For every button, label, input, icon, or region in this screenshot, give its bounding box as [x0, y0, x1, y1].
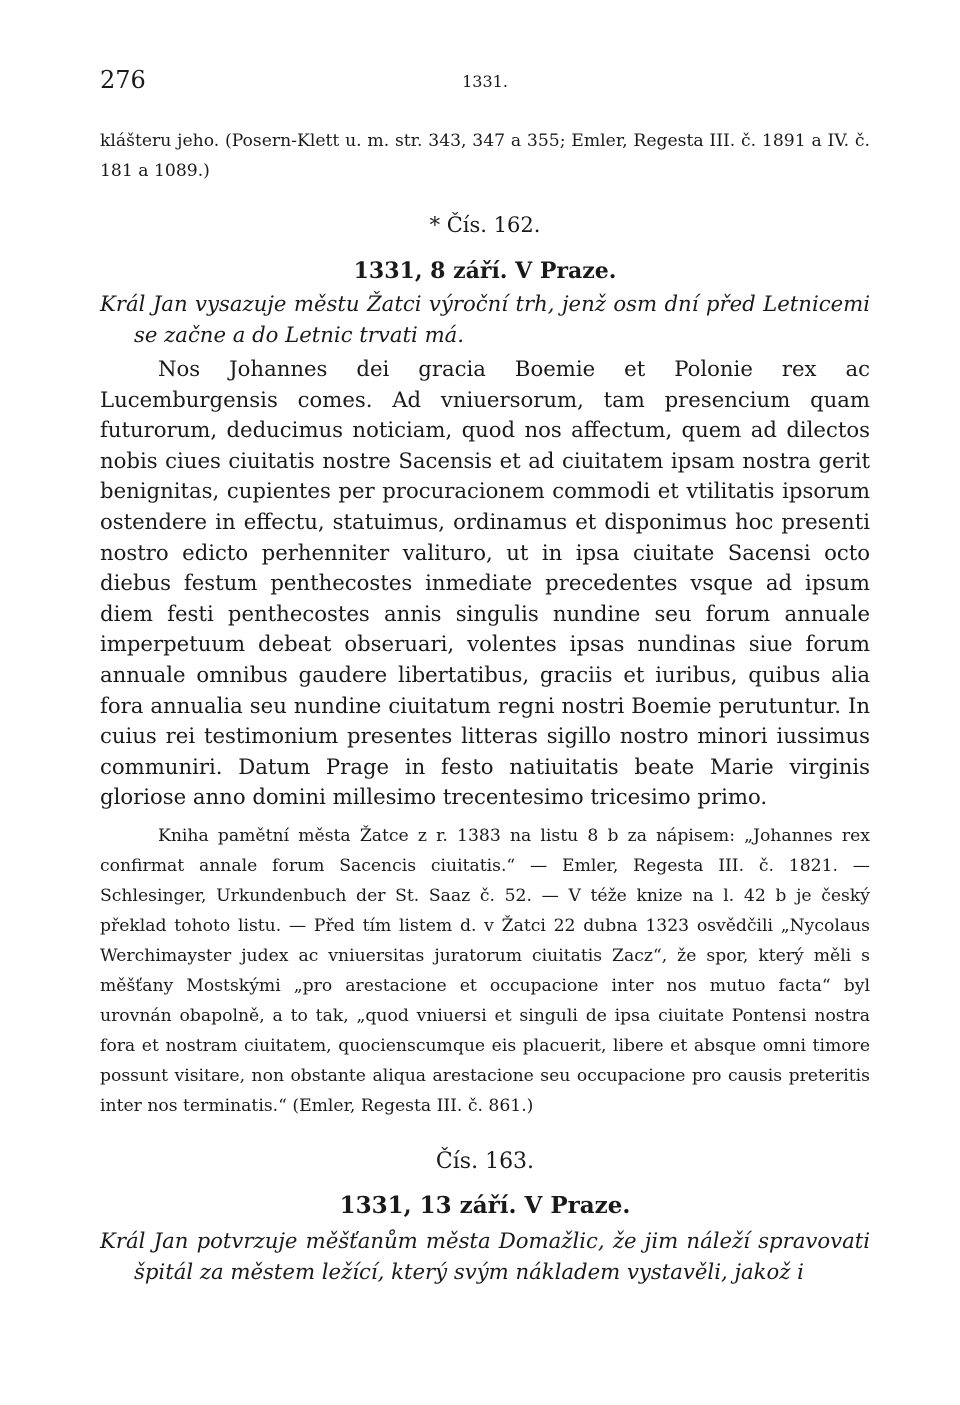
page-number: 276	[100, 66, 146, 94]
document-regest: Král Jan vysazuje městu Žatci výroční trh, jenž osm dní před Letnicemi se začne a do Letnic trvati má.	[100, 291, 870, 347]
document-162	[100, 210, 870, 1121]
document-text: Nos Johannes dei gracia Boemie et Polonie rex ac Lucemburgensis comes. Ad vniuersorum, tam presencium quam futurorum, deducimus noticiam, quod nos affectum, quem ad dilectos nobis ciues ciuitatis nostre Sacensis et ad ciuitatem ipsam nostra gerit benignitas, cupientes per procuracionem commodi et vtilitatis ipsorum ostendere in effectu, statuimus, ordinamus et disponimus hoc presenti nostro edicto perhenniter valituro, ut in ipsa ciuitate Sacensi octo diebus festum penthecostes inmediate precedentes vsque ad ipsum diem festi penthecostes annis singulis nundine seu forum annuale imperpetuum debeat obseruari, volentes ipsas nundinas siue forum annuale omnibus gaudere libertatibus, graciis et iuribus, quibus alia fora annualia seu nundine ciuitatum regni nostri Boemie perutuntur. In cuius rei testimonium presentes litteras sigillo nostro minori iussimus communiri. Datum Prage in festo natiuitatis beate Marie virginis gloriose anno domini millesimo trecentesimo tricesimo primo.	[100, 356, 870, 810]
document-note: Kniha pamětní města Žatce z r. 1383 na listu 8 b za nápisem: „Johannes rex confirmat annale forum Sacencis ciuitatis.“ — Emler, Regesta III. č. 1821. — Schlesinger, Urkundenbuch der St. Saaz č. 52. — V téže knize na l. 42 b je český překlad tohoto listu. — Před tím listem d. v Žatci 22 dubna 1323 osvědčili „Nycolaus Werchimayster judex ac vniuersitas juratorum ciuitatis Zacz“, že spor, který měli s měšťany Mostskými „pro arestacione et occupacione inter nos mutuo facta“ byl urovnán obapolně, a to tak, „quod vniuersi et singuli de ipsa ciuitate Pontensi nostra fora et nostram ciuitatem, quocienscumque eis placuerit, libere et absque omni timore possunt visitare, non obstante aliqua arestacione seu occupacione pro causis preteritis inter nos terminatis.“ (Emler, Regesta III. č. 861.)	[100, 825, 870, 1116]
document-dateline: 1331, 13 září. V Praze.	[339, 1191, 631, 1219]
running-head: 1331.	[462, 72, 508, 91]
document-dateline: 1331, 8 září. V Praze.	[353, 258, 617, 284]
document-regest: Král Jan potvrzuje měšťanům města Domažlic, že jim náleží spravovati špitál za městem ležící, který svým nákladem vystavěli, jakož i	[100, 1227, 870, 1284]
top-note: klášteru jeho. (Posern-Klett u. m. str. 343, 347 a 355; Emler, Regesta III. č. 1891 a IV. č. 181 a 1089.)	[100, 131, 870, 181]
document-number: Čís. 163.	[435, 1148, 535, 1174]
document-163	[100, 1147, 870, 1287]
document-number: * Čís. 162.	[429, 213, 541, 237]
page-header	[100, 66, 870, 106]
page-content	[100, 126, 870, 1287]
